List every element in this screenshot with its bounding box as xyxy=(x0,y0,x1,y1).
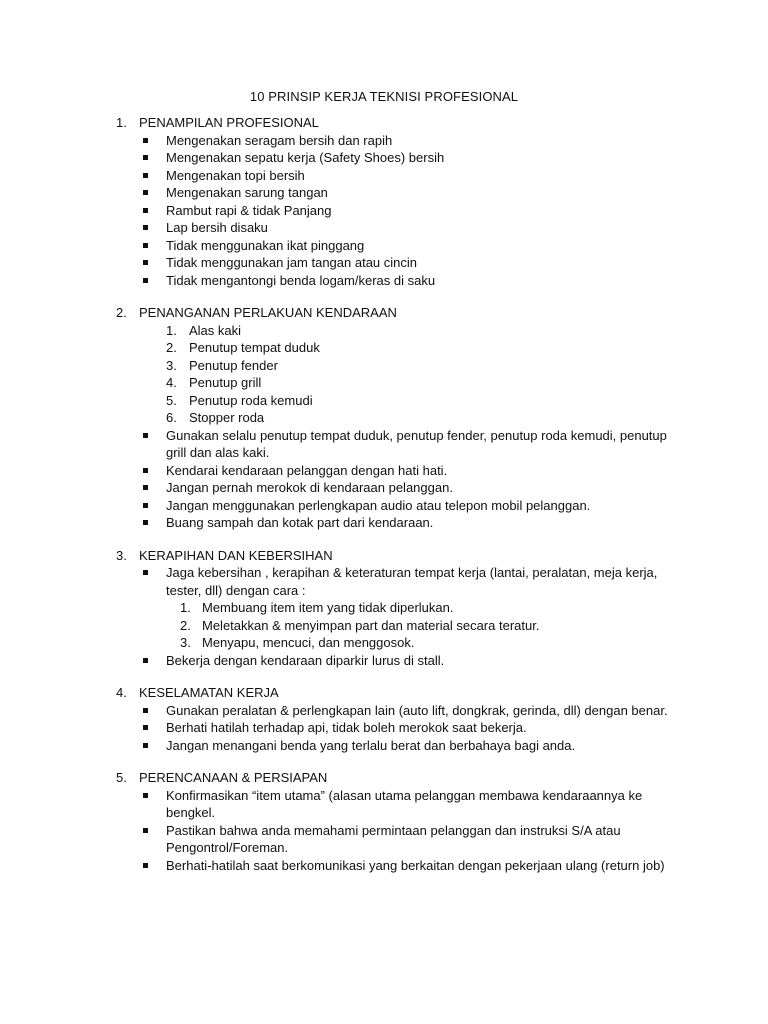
bullet-item xyxy=(0,497,668,515)
bullet-item xyxy=(0,237,668,255)
square-bullet-icon xyxy=(143,828,148,833)
section-penampilan xyxy=(0,114,768,289)
item-number: 4. xyxy=(166,375,177,390)
numbered-item xyxy=(0,599,768,617)
bullet-text: Tidak mengantongi benda logam/keras di saku xyxy=(166,272,436,288)
bullet-item xyxy=(0,857,668,875)
section-number: 2. xyxy=(116,305,127,320)
section-heading-text: PENANGANAN PERLAKUAN KENDARAAN xyxy=(139,305,397,320)
square-bullet-icon xyxy=(143,570,148,575)
numbered-item xyxy=(0,392,768,410)
bullet-item xyxy=(0,184,668,202)
bullet-item xyxy=(0,427,668,462)
bullet-item xyxy=(0,737,668,755)
section-heading-text: PENAMPILAN PROFESIONAL xyxy=(139,115,319,130)
item-text: Stopper roda xyxy=(189,410,265,425)
square-bullet-icon xyxy=(143,468,148,473)
square-bullet-icon xyxy=(143,708,148,713)
bullet-item xyxy=(0,652,668,670)
section-heading xyxy=(0,114,768,132)
bullet-text: Jangan pernah merokok di kendaraan pelanggan. xyxy=(166,480,453,495)
bullet-text: Jangan menangani benda yang terlalu berat dan berbahaya bagi anda. xyxy=(166,737,576,753)
item-number: 6. xyxy=(166,410,177,425)
numbered-item xyxy=(0,634,768,652)
bullet-text: Mengenakan seragam bersih dan rapih xyxy=(166,132,393,148)
bullet-text: Mengenakan sepatu kerja (Safety Shoes) bersih xyxy=(166,150,445,165)
numbered-item xyxy=(0,409,768,427)
item-text: Penutup fender xyxy=(189,357,278,373)
square-bullet-icon xyxy=(143,138,148,143)
bullet-item xyxy=(0,787,668,822)
bullet-text: Mengenakan topi bersih xyxy=(166,167,305,183)
bullet-item xyxy=(0,479,668,497)
bullet-text: Lap bersih disaku xyxy=(166,220,268,235)
bullet-item xyxy=(0,822,668,857)
bullet-text: Jaga kebersihan , kerapihan & keteraturan tempat kerja (lantai, peralatan, meja kerja, tester, dll) dengan cara : xyxy=(166,565,658,598)
bullet-text: Rambut rapi & tidak Panjang xyxy=(166,202,332,218)
item-number: 3. xyxy=(180,635,191,650)
item-text: Menyapu, mencuci, dan menggosok. xyxy=(202,635,415,650)
item-number: 1. xyxy=(180,600,191,615)
square-bullet-icon xyxy=(143,863,148,868)
item-text: Penutup tempat duduk xyxy=(189,340,320,355)
section-heading-text: PERENCANAAN & PERSIAPAN xyxy=(139,770,328,785)
section-perencanaan xyxy=(0,769,768,874)
square-bullet-icon xyxy=(143,520,148,525)
bullet-item xyxy=(0,462,668,480)
bullet-text: Gunakan peralatan & perlengkapan lain (auto lift, dongkrak, gerinda, dll) dengan benar. xyxy=(166,702,668,718)
item-text: Meletakkan & menyimpan part dan material secara teratur. xyxy=(202,617,540,633)
square-bullet-icon xyxy=(143,190,148,195)
section-kerapihan xyxy=(0,547,768,670)
square-bullet-icon xyxy=(143,155,148,160)
section-list xyxy=(0,114,768,889)
section-number: 4. xyxy=(116,685,127,700)
bullet-item xyxy=(0,167,668,185)
section-heading xyxy=(0,769,768,787)
item-number: 3. xyxy=(166,357,177,373)
square-bullet-icon xyxy=(143,503,148,508)
item-number: 2. xyxy=(166,340,177,355)
numbered-item xyxy=(0,357,768,375)
section-number: 5. xyxy=(116,770,127,785)
bullet-text: Mengenakan sarung tangan xyxy=(166,185,328,200)
section-heading xyxy=(0,547,768,565)
square-bullet-icon xyxy=(143,173,148,178)
square-bullet-icon xyxy=(143,485,148,490)
bullet-item xyxy=(0,254,668,272)
bullet-item xyxy=(0,564,668,599)
bullet-item xyxy=(0,219,668,237)
section-heading-text: KERAPIHAN DAN KEBERSIHAN xyxy=(139,547,333,563)
square-bullet-icon xyxy=(143,725,148,730)
bullet-text: Bekerja dengan kendaraan diparkir lurus di stall. xyxy=(166,652,445,668)
numbered-item xyxy=(0,374,768,392)
square-bullet-icon xyxy=(143,793,148,798)
bullet-text: Berhati-hatilah saat berkomunikasi yang berkaitan dengan pekerjaan ulang (return job) xyxy=(166,857,665,873)
bullet-item xyxy=(0,132,668,150)
section-heading-text: KESELAMATAN KERJA xyxy=(139,685,279,700)
square-bullet-icon xyxy=(143,208,148,213)
square-bullet-icon xyxy=(143,658,148,663)
bullet-text: Pastikan bahwa anda memahami permintaan pelanggan dan instruksi S/A atau Pengontrol/Foreman. xyxy=(166,822,621,855)
numbered-item xyxy=(0,322,768,340)
bullet-item xyxy=(0,719,668,737)
bullet-text: Tidak menggunakan jam tangan atau cincin xyxy=(166,255,418,270)
item-text: Alas kaki xyxy=(189,322,242,338)
square-bullet-icon xyxy=(143,225,148,230)
item-number: 2. xyxy=(180,617,191,633)
bullet-item xyxy=(0,272,668,290)
numbered-item xyxy=(0,339,768,357)
numbered-item xyxy=(0,617,768,635)
item-number: 5. xyxy=(166,392,177,408)
bullet-item xyxy=(0,702,668,720)
bullet-text: Tidak menggunakan ikat pinggang xyxy=(166,237,365,253)
square-bullet-icon xyxy=(143,243,148,248)
square-bullet-icon xyxy=(143,278,148,283)
item-text: Penutup grill xyxy=(189,375,262,390)
square-bullet-icon xyxy=(143,433,148,438)
section-keselamatan xyxy=(0,684,768,754)
item-number: 1. xyxy=(166,322,177,338)
section-penanganan xyxy=(0,304,768,532)
bullet-item xyxy=(0,202,668,220)
bullet-item xyxy=(0,514,668,532)
bullet-text: Buang sampah dan kotak part dari kendaraan. xyxy=(166,515,434,530)
square-bullet-icon xyxy=(143,743,148,748)
section-heading xyxy=(0,684,768,702)
bullet-text: Jangan menggunakan perlengkapan audio atau telepon mobil pelanggan. xyxy=(166,497,591,513)
item-text: Penutup roda kemudi xyxy=(189,392,313,408)
bullet-text: Kendarai kendaraan pelanggan dengan hati hati. xyxy=(166,462,448,478)
section-number: 1. xyxy=(116,115,127,130)
square-bullet-icon xyxy=(143,260,148,265)
document-title: 10 PRINSIP KERJA TEKNISI PROFESIONAL xyxy=(249,89,519,104)
section-heading xyxy=(0,304,768,322)
bullet-text: Gunakan selalu penutup tempat duduk, penutup fender, penutup roda kemudi, penutup grill dan alas kaki. xyxy=(166,427,667,460)
item-text: Membuang item item yang tidak diperlukan. xyxy=(202,600,454,615)
bullet-text: Berhati hatilah terhadap api, tidak boleh merokok saat bekerja. xyxy=(166,720,527,735)
bullet-item xyxy=(0,149,668,167)
section-number: 3. xyxy=(116,547,127,563)
bullet-text: Konfirmasikan “item utama” (alasan utama pelanggan membawa kendaraannya ke bengkel. xyxy=(166,787,643,820)
